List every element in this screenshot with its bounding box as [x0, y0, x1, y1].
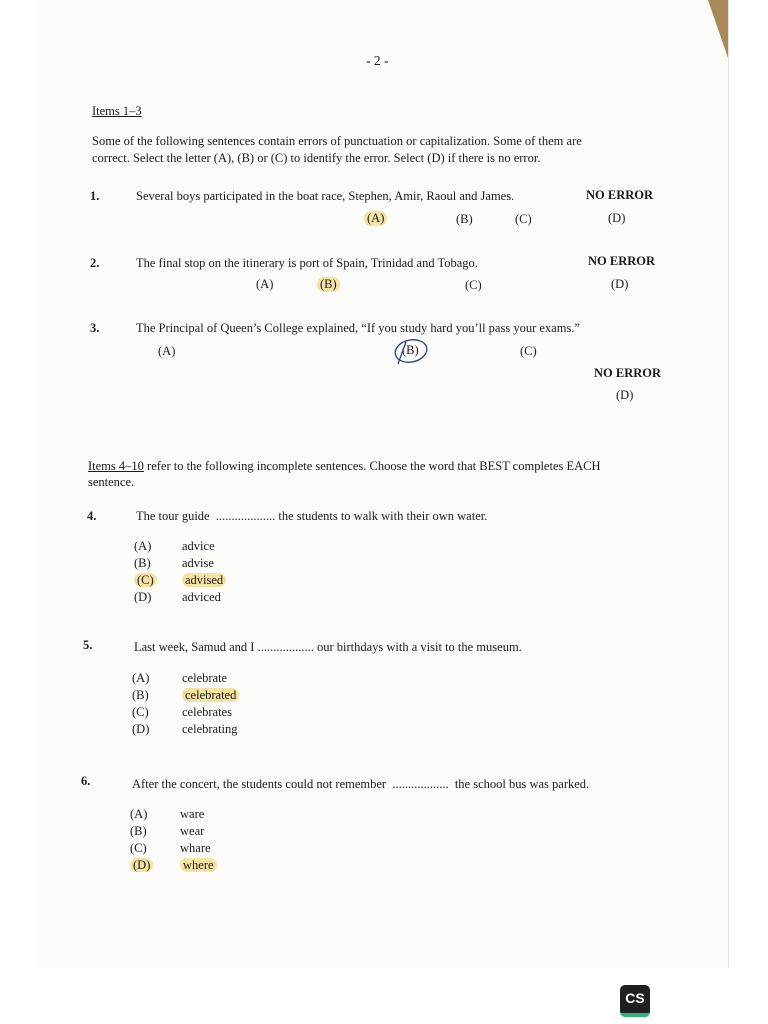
option-letter: (A)	[130, 807, 148, 821]
option-word: where	[180, 858, 217, 872]
option-row[interactable]	[134, 538, 226, 555]
option-row[interactable]	[130, 806, 217, 823]
text-after-blank: the school bus was parked.	[454, 777, 590, 791]
question-6-options	[130, 806, 217, 874]
page-number: - 2 -	[366, 53, 389, 68]
option-word: celebrating	[182, 722, 238, 736]
text-before-blank: Last week, Samud and I	[134, 640, 255, 654]
option-d[interactable]: (D)	[616, 388, 634, 402]
option-d[interactable]: (D)	[608, 211, 626, 225]
section2-instruction-line2: sentence.	[88, 475, 135, 489]
option-row[interactable]	[134, 589, 226, 606]
camscanner-logo: CS	[620, 985, 650, 1017]
pen-circle-mark	[390, 334, 432, 370]
option-letter: (B)	[134, 556, 151, 570]
option-c[interactable]: (C)	[465, 278, 482, 292]
page-corner-fold	[708, 0, 728, 58]
section1-instruction-line1: Some of the following sentences contain errors of punctuation or capitalization. Some of them are	[92, 134, 582, 148]
option-letter: (A)	[132, 671, 150, 685]
option-word: ware	[180, 807, 205, 821]
option-word: advise	[182, 556, 214, 570]
question-number: 5.	[83, 638, 93, 652]
option-letter: (D)	[130, 857, 180, 874]
option-word: whare	[180, 841, 211, 855]
option-c[interactable]: (C)	[515, 212, 532, 226]
option-row[interactable]	[130, 840, 217, 857]
option-word: celebrated	[182, 688, 239, 702]
text-before-blank: After the concert, the students could not remember	[132, 777, 387, 791]
option-a-highlighted[interactable]: (A)	[364, 211, 387, 226]
question-number: 2.	[90, 256, 100, 270]
question-2-text: The final stop on the itinerary is port of Spain, Trinidad and Tobago.	[136, 256, 478, 270]
option-row[interactable]	[132, 721, 239, 738]
option-word: advised	[182, 573, 226, 587]
option-word: advice	[182, 539, 215, 553]
option-a[interactable]: (A)	[256, 277, 274, 291]
option-word: celebrates	[182, 705, 232, 719]
option-b-highlighted[interactable]: (B)	[317, 277, 340, 292]
question-number: 1.	[90, 189, 100, 203]
option-row-highlighted[interactable]	[130, 857, 217, 874]
option-word: wear	[180, 824, 205, 838]
option-letter: (C)	[134, 572, 182, 589]
section-heading-items-1-3: Items 1–3	[92, 104, 142, 118]
question-3-text: The Principal of Queen’s College explained, “If you study hard you’ll pass your exams.”	[136, 321, 580, 335]
option-word: celebrate	[182, 671, 228, 685]
option-b-circled[interactable]: (B)	[402, 343, 419, 357]
option-letter: (B)	[130, 824, 147, 838]
exam-page	[38, 0, 729, 968]
question-number: 3.	[90, 321, 100, 335]
no-error-label: NO ERROR	[594, 366, 662, 380]
option-row[interactable]	[130, 823, 217, 840]
option-row[interactable]	[134, 555, 226, 572]
option-letter: (C)	[132, 705, 149, 719]
option-a[interactable]: (A)	[158, 344, 176, 358]
option-letter: (A)	[134, 539, 152, 553]
question-number: 6.	[81, 774, 91, 788]
option-letter: (C)	[130, 841, 147, 855]
option-row[interactable]	[132, 704, 239, 721]
text-after-blank: our birthdays with a visit to the museum.	[316, 640, 522, 654]
option-d[interactable]: (D)	[611, 277, 629, 291]
question-4-text	[136, 509, 487, 524]
option-letter: (B)	[132, 688, 149, 702]
answer-blank: ..................	[392, 777, 449, 791]
question-number: 4.	[87, 509, 97, 523]
section2-instruction-line1	[88, 459, 601, 474]
question-5-text	[134, 640, 522, 655]
option-row[interactable]	[132, 670, 239, 687]
option-row-highlighted[interactable]	[132, 687, 239, 704]
option-letter: (D)	[134, 590, 152, 604]
text-before-blank: The tour guide	[136, 509, 210, 523]
answer-blank: ..................	[257, 640, 314, 654]
text-after-blank: the students to walk with their own water.	[278, 509, 488, 523]
answer-blank: ...................	[215, 509, 276, 523]
option-b[interactable]: (B)	[456, 212, 473, 226]
no-error-label: NO ERROR	[586, 188, 654, 202]
no-error-label: NO ERROR	[588, 254, 656, 268]
option-word: adviced	[182, 590, 221, 604]
option-c[interactable]: (C)	[520, 344, 537, 358]
section-heading-items-4-10: Items 4–10	[88, 459, 144, 473]
option-row-highlighted[interactable]	[134, 572, 226, 589]
question-5-options	[132, 670, 239, 738]
question-6-text	[132, 777, 589, 792]
option-letter: (D)	[132, 722, 150, 736]
question-4-options	[134, 538, 226, 606]
section1-instruction-line2: correct. Select the letter (A), (B) or (C) to identify the error. Select (D) if there is no error.	[92, 151, 541, 165]
question-1-text: Several boys participated in the boat race, Stephen, Amir, Raoul and James.	[136, 189, 515, 203]
section2-instruction-text: refer to the following incomplete sentences. Choose the word that BEST completes EACH	[143, 459, 601, 473]
